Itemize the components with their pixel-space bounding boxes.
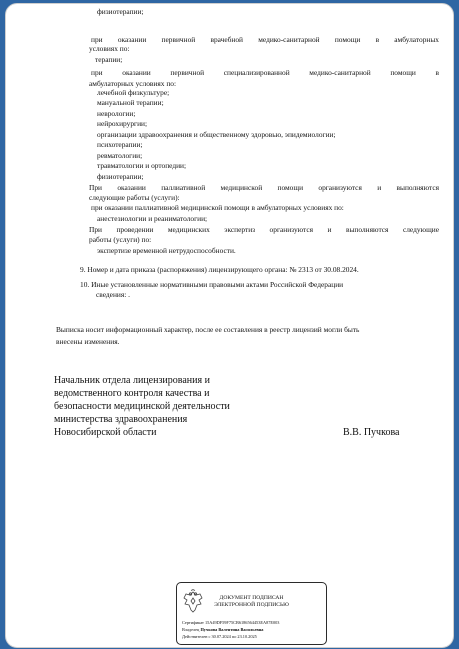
signer-position: безопасности медицинской деятельности bbox=[54, 401, 230, 412]
text-line: организации здравоохранения и общественному здоровью, эпидемиологии; bbox=[97, 130, 336, 139]
signer-position: Новосибирской области bbox=[54, 427, 157, 438]
text-line: следующие работы (услуги): bbox=[89, 193, 180, 202]
document-page bbox=[5, 3, 454, 648]
text-line: нейрохирургии; bbox=[97, 119, 148, 128]
text-line: амбулаторных условиях по: bbox=[89, 79, 177, 88]
other-info-line: сведения: . bbox=[96, 290, 131, 299]
text-line: работы (услуги) по: bbox=[89, 235, 152, 244]
notice-text: Выписка носит информационный характер, после ее составления в реестр лицензий могли быть bbox=[56, 325, 360, 334]
stamp-certificate: Сертификат 15A49DF59F75CB6186564453EA87E003 bbox=[182, 620, 280, 625]
stamp-title: ДОКУМЕНТ ПОДПИСАН bbox=[219, 595, 284, 601]
text-line: физиотерапии; bbox=[97, 7, 144, 16]
text-line: травматологии и ортопедии; bbox=[97, 161, 187, 170]
notice-text: внесены изменения. bbox=[56, 337, 120, 346]
text-line: при оказании первичной врачебной медико-санитарной помощи в амбулаторных bbox=[91, 35, 439, 44]
electronic-signature-stamp bbox=[176, 582, 327, 645]
text-line: лечебной физкультуре; bbox=[97, 88, 170, 97]
text-line: При проведении медицинских экспертиз организуются и выполняются следующие bbox=[89, 225, 439, 234]
text-line: экспертизе временной нетрудоспособности. bbox=[97, 246, 236, 255]
order-number-line: 9. Номер и дата приказа (распоряжения) лицензирующего органа: № 2313 от 30.08.2024. bbox=[80, 265, 359, 274]
other-info-line: 10. Иные установленные нормативными правовыми актами Российской Федерации bbox=[80, 280, 344, 289]
signer-name: В.В. Пучкова bbox=[343, 427, 400, 438]
text-line: условиях по: bbox=[89, 44, 130, 53]
text-line: При оказании паллиативной медицинской помощи организуются и выполняются bbox=[89, 183, 439, 192]
stamp-owner-label: Владелец bbox=[182, 627, 200, 632]
signer-position: министерства здравоохранения bbox=[54, 414, 188, 425]
stamp-owner bbox=[182, 627, 263, 632]
stamp-validity: Действителен с 30.07.2024 по 23.10.2025 bbox=[182, 634, 257, 639]
text-line: психотерапии; bbox=[97, 140, 143, 149]
text-line: ревматологии; bbox=[97, 151, 143, 160]
signer-position: Начальник отдела лицензирования и bbox=[54, 375, 210, 386]
text-line: анестезиологии и реаниматологии; bbox=[97, 214, 208, 223]
text-line: мануальной терапии; bbox=[97, 98, 164, 107]
stamp-owner-name: Пучкова Валентина Васильевна bbox=[200, 627, 264, 632]
text-line: физиотерапии; bbox=[97, 172, 144, 181]
text-line: при оказании первичной специализированной медико-санитарной помощи в bbox=[91, 68, 439, 77]
text-line: терапии; bbox=[95, 55, 123, 64]
text-line: неврологии; bbox=[97, 109, 136, 118]
signer-position: ведомственного контроля качества и bbox=[54, 388, 210, 399]
text-line: при оказании паллиативной медицинской помощи в амбулаторных условиях по: bbox=[91, 203, 344, 212]
stamp-title: ЭЛЕКТРОННОЙ ПОДПИСЬЮ bbox=[214, 602, 289, 608]
